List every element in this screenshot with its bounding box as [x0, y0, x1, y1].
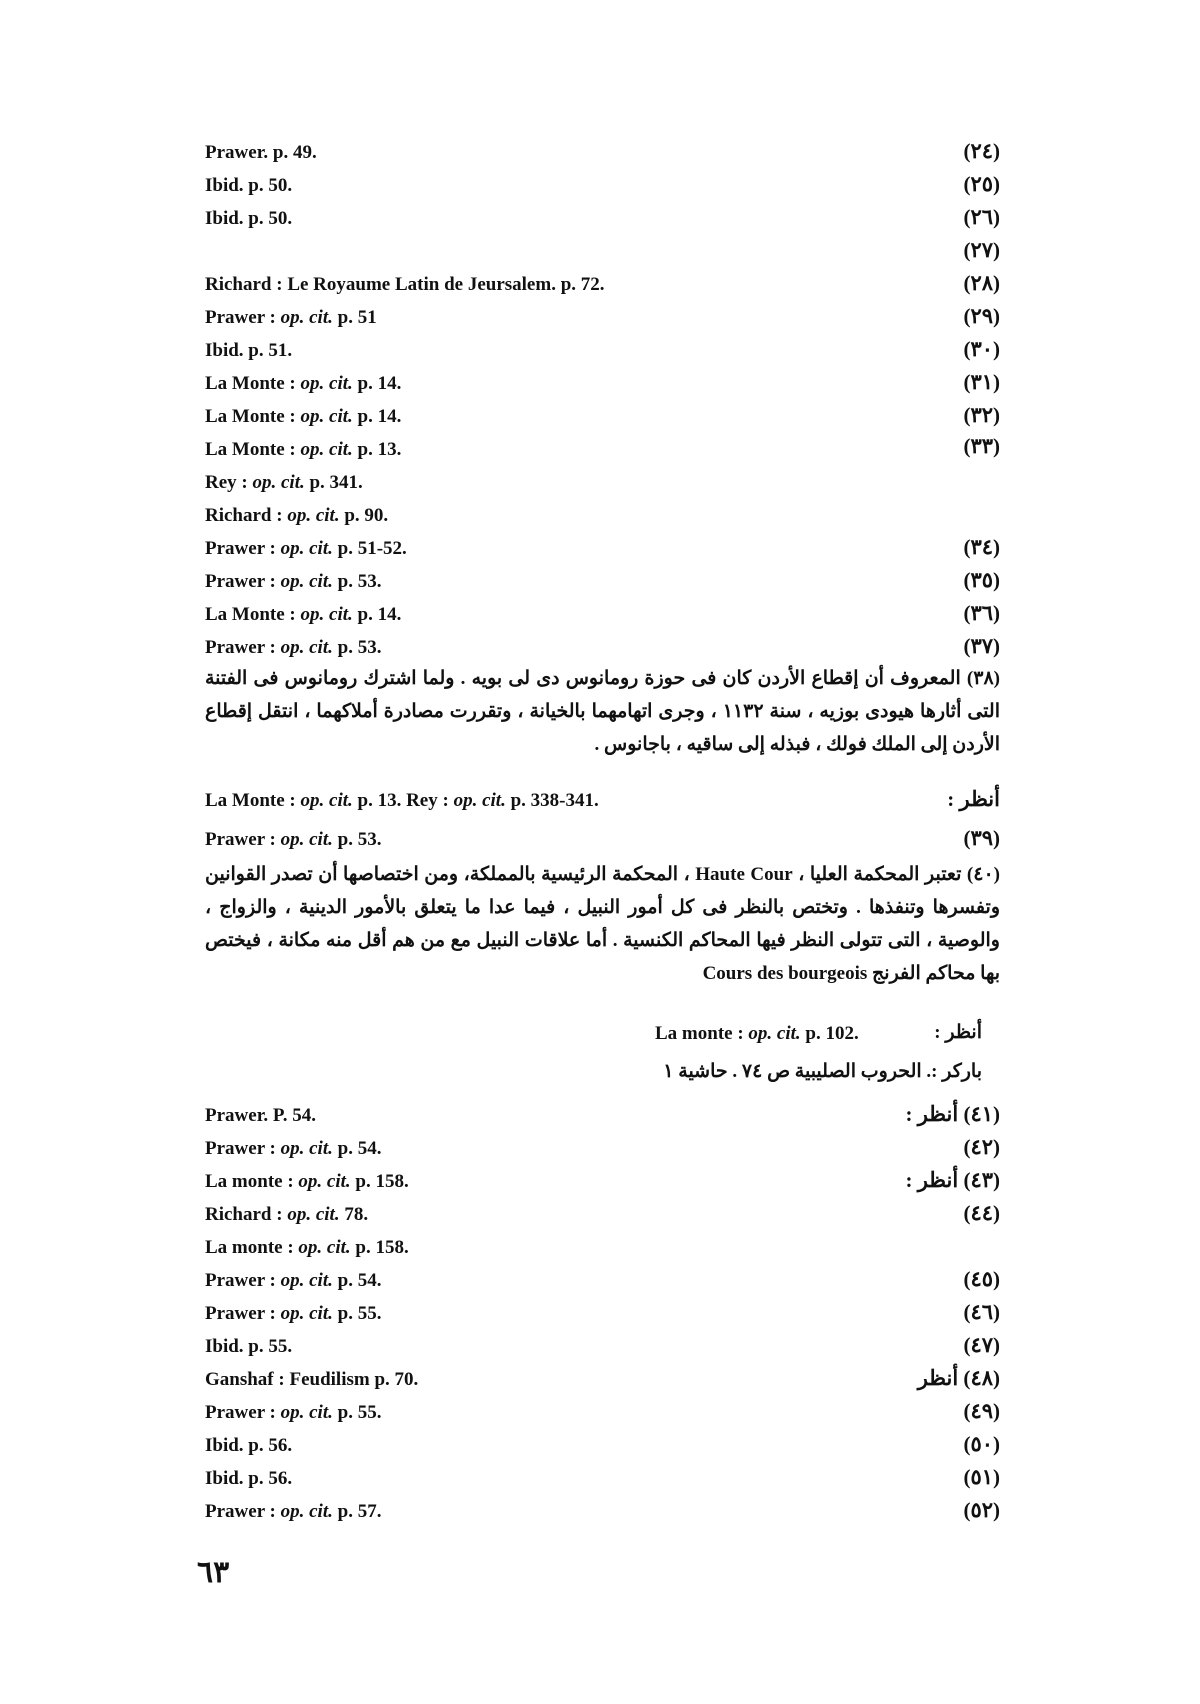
note-number: (٤٢) [963, 1135, 1000, 1159]
note-number: (٤٣) أنظر : [905, 1168, 1000, 1192]
note-number: (٣٥) [963, 568, 1000, 592]
note-ref: Prawer : op. cit. p. 55. [205, 1402, 382, 1423]
note-ref: La monte : op. cit. p. 102. [655, 1023, 859, 1044]
note-ref: Ganshaf : Feudilism p. 70. [205, 1369, 419, 1390]
note-40-barker: باركر :. الحروب الصليبية ص ٧٤ . حاشية ١ [663, 1061, 982, 1082]
note-number: (٥١) [963, 1465, 1000, 1489]
note-number: (٢٤) [963, 139, 1000, 163]
note-number: (٥٢) [963, 1498, 1000, 1522]
note-ref: Prawer : op. cit. p. 53. [205, 637, 382, 658]
note-ref: Prawer : op. cit. p. 54. [205, 1270, 382, 1291]
note-number: (٤٩) [963, 1399, 1000, 1423]
note-ref: Ibid. p. 56. [205, 1468, 293, 1489]
note-number: (٣٣) [963, 434, 1000, 458]
note-ref: Prawer : op. cit. p. 54. [205, 1138, 382, 1159]
note-number: (٢٨) [963, 271, 1000, 295]
page-number: ٦٣ [197, 1556, 230, 1589]
note-number: (٢٦) [963, 205, 1000, 229]
note-number: (٣٢) [963, 403, 1000, 427]
note-ref: Prawer : op. cit. p. 53. [205, 829, 382, 850]
note-ref: La Monte : op. cit. p. 14. [205, 373, 402, 394]
note-number: (٤٨) أنظر [917, 1366, 1000, 1390]
note-ref: La Monte : op. cit. p. 13. Rey : op. cit. p. 338-341. [205, 790, 599, 811]
note-40-text: (٤٠) تعتبر المحكمة العليا ، Haute Cour ، المحكمة الرئيسية بالمملكة، ومن اختصاصها أن تصدر القوانين وتفسرها وتنفذها . وتختص بالنظر فى كل أمور النبيل ، فيما عدا ما يتعلق بالأمور الدينية ، والزواج ، والوصية ، التى تتولى النظر فيها المحاكم الكنسية . أما علاقات النبيل مع من هم أقل منه مكانة ، فيختص بها محاكم الفرنج Cours des bourgeois [205, 864, 1000, 984]
note-number: (٣٦) [963, 601, 1000, 625]
note-ref: Ibid. p. 55. [205, 1336, 293, 1357]
note-number: (٤٤) [963, 1201, 1000, 1225]
note-ref: Ibid. p. 51. [205, 340, 293, 361]
note-ref: La Monte : op. cit. p. 14. [205, 406, 402, 427]
note-number: (٣٤) [963, 535, 1000, 559]
note-number: (٥٠) [963, 1432, 1000, 1456]
note-number: (٣٠) [963, 337, 1000, 361]
note-ref: La Monte : op. cit. p. 14. [205, 604, 402, 625]
note-ref: Prawer : op. cit. p. 51 [205, 307, 377, 328]
note-ref: La monte : op. cit. p. 158. [205, 1237, 409, 1258]
note-ref: Prawer. p. 49. [205, 142, 317, 163]
note-ref: Richard : op. cit. p. 90. [205, 505, 389, 526]
note-ref: Prawer : op. cit. p. 55. [205, 1303, 382, 1324]
note-ref: Prawer : op. cit. p. 51-52. [205, 538, 407, 559]
note-number: (٢٧) [963, 238, 1000, 262]
note-ref: Ibid. p. 50. [205, 208, 293, 229]
note-number: (٤١) أنظر : [905, 1102, 1000, 1126]
note-number: (٣١) [963, 370, 1000, 394]
note-ref: La monte : op. cit. p. 158. [205, 1171, 409, 1192]
note-ref: Richard : op. cit. 78. [205, 1204, 369, 1225]
note-ref: La Monte : op. cit. p. 13. [205, 439, 402, 460]
see-label: أنظر : [934, 1022, 982, 1043]
note-ref: Richard : Le Royaume Latin de Jeursalem. p. 72. [205, 274, 605, 295]
note-38-text: (٣٨) المعروف أن إقطاع الأردن كان فى حوزة رومانوس دى لى بويه . ولما اشترك رومانوس فى الفتنة التى أثارها هيودى بوزيه ، سنة ١١٣٢ ، وجرى اتهامهما بالخيانة ، وتقررت مصادرة أملاكهما ، انتقل إقطاع الأردن إلى الملك فولك ، فبذله إلى ساقيه ، باجانوس . [205, 668, 1000, 755]
see-label: أنظر : [947, 787, 1000, 811]
note-ref: Ibid. p. 50. [205, 175, 293, 196]
note-ref: Ibid. p. 56. [205, 1435, 293, 1456]
note-number: (٣٧) [963, 634, 1000, 658]
note-ref: Prawer. P. 54. [205, 1105, 316, 1126]
note-number: (٢٩) [963, 304, 1000, 328]
note-number: (٣٩) [963, 826, 1000, 850]
note-number: (٤٧) [963, 1333, 1000, 1357]
note-number: (٢٥) [963, 172, 1000, 196]
note-ref: Prawer : op. cit. p. 57. [205, 1501, 382, 1522]
note-number: (٤٦) [963, 1300, 1000, 1324]
note-number: (٤٥) [963, 1267, 1000, 1291]
note-ref: Rey : op. cit. p. 341. [205, 472, 363, 493]
note-ref: Prawer : op. cit. p. 53. [205, 571, 382, 592]
